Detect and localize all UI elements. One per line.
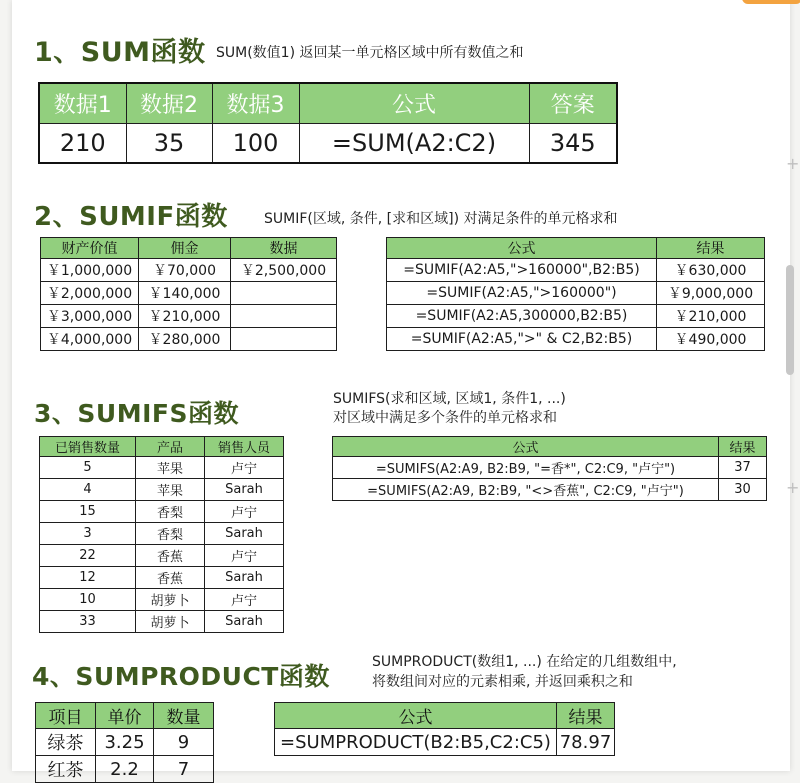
table-row <box>39 124 617 164</box>
table-cell: 15 <box>40 501 136 523</box>
table-cell: 卢宁 <box>205 501 284 523</box>
table-row <box>40 611 284 633</box>
table-cell: 苹果 <box>136 457 205 479</box>
table-cell: =SUMPRODUCT(B2:B5,C2:C5) <box>275 729 557 756</box>
table-cell: =SUMIFS(A2:A9, B2:B9, "=香*", C2:C9, "卢宁") <box>333 457 719 479</box>
header-cell: 已销售数量 <box>40 437 136 457</box>
table-cell: 香蕉 <box>136 567 205 589</box>
table-cell: 9 <box>154 729 214 756</box>
header-cell: 单价 <box>96 703 154 729</box>
section-title-sumifs: 3、SUMIFS函数 <box>34 399 239 428</box>
table-cell: Sarah <box>205 611 284 633</box>
table-row <box>333 457 767 479</box>
table-row <box>40 479 284 501</box>
table-cell: 345 <box>529 124 617 164</box>
table-cell: =SUM(A2:C2) <box>299 124 529 164</box>
table-row <box>40 501 284 523</box>
table-cell: 胡萝卜 <box>136 611 205 633</box>
table-cell: ￥280,000 <box>139 328 231 351</box>
table-cell: 22 <box>40 545 136 567</box>
header-cell: 答案 <box>529 83 617 124</box>
table-cell <box>231 305 337 328</box>
table-header-row <box>40 437 284 457</box>
table-cell: 33 <box>40 611 136 633</box>
table-cell: ￥140,000 <box>139 282 231 305</box>
table-row <box>387 282 765 305</box>
table-cell: =SUMIF(A2:A5,300000,B2:B5) <box>387 305 657 328</box>
header-cell: 公式 <box>299 83 529 124</box>
table-cell: ￥2,500,000 <box>231 259 337 282</box>
section-title-sumproduct: 4、SUMPRODUCT函数 <box>32 662 330 691</box>
sumproduct-formula-table <box>274 702 615 756</box>
table-cell: 3.25 <box>96 729 154 756</box>
table-row <box>40 589 284 611</box>
header-cell: 结果 <box>719 437 767 457</box>
header-cell: 公式 <box>387 238 657 259</box>
section-title-sum: 1、SUM函数 <box>34 37 206 68</box>
header-cell: 产品 <box>136 437 205 457</box>
header-cell: 结果 <box>657 238 765 259</box>
table-cell: ￥4,000,000 <box>41 328 139 351</box>
section-desc-sumif: SUMIF(区域, 条件, [求和区域]) 对满足条件的单元格求和 <box>264 211 618 227</box>
table-header-row <box>275 703 615 729</box>
table-cell: ￥490,000 <box>657 328 765 351</box>
sumif-data-table <box>40 237 337 351</box>
table-row <box>41 259 337 282</box>
table-cell: 卢宁 <box>205 589 284 611</box>
table-cell: ￥2,000,000 <box>41 282 139 305</box>
table-cell <box>231 328 337 351</box>
table-header-row <box>36 703 214 729</box>
section-desc-sumproduct-line1: SUMPRODUCT(数组1, ...) 在给定的几组数组中, <box>372 654 677 670</box>
table-cell: ￥9,000,000 <box>657 282 765 305</box>
section-title-sumif: 2、SUMIF函数 <box>34 202 228 232</box>
table-cell: =SUMIF(A2:A5,">160000") <box>387 282 657 305</box>
header-cell: 数据 <box>231 238 337 259</box>
section-desc-sumifs-line2: 对区域中满足多个条件的单元格求和 <box>333 410 557 426</box>
vertical-scrollbar[interactable] <box>786 265 794 375</box>
table-cell: ￥210,000 <box>139 305 231 328</box>
table-cell: 苹果 <box>136 479 205 501</box>
header-cell: 数据3 <box>212 83 299 124</box>
table-cell: ￥630,000 <box>657 259 765 282</box>
table-cell: 香梨 <box>136 523 205 545</box>
sumifs-data-table <box>39 436 284 633</box>
table-cell: 3 <box>40 523 136 545</box>
table-cell: 绿茶 <box>36 729 96 756</box>
table-cell: 2.2 <box>96 756 154 783</box>
table-cell: 100 <box>212 124 299 164</box>
table-row <box>387 328 765 351</box>
table-cell: Sarah <box>205 479 284 501</box>
header-cell: 佣金 <box>139 238 231 259</box>
table-row <box>40 457 284 479</box>
header-cell: 数量 <box>154 703 214 729</box>
sumifs-formula-table <box>332 436 767 501</box>
table-cell: 5 <box>40 457 136 479</box>
plus-icon: + <box>786 478 800 497</box>
table-cell: 香梨 <box>136 501 205 523</box>
table-header-row <box>387 238 765 259</box>
table-cell: 12 <box>40 567 136 589</box>
table-cell: 红茶 <box>36 756 96 783</box>
table-cell: 210 <box>39 124 126 164</box>
table-row <box>40 567 284 589</box>
table-cell: 35 <box>126 124 212 164</box>
plus-icon: + <box>786 154 800 173</box>
table-cell: 香蕉 <box>136 545 205 567</box>
table-header-row <box>39 83 617 124</box>
top-tab-decoration <box>742 0 800 4</box>
table-cell: 卢宁 <box>205 457 284 479</box>
table-row <box>36 756 214 783</box>
table-row <box>41 328 337 351</box>
table-cell: ￥1,000,000 <box>41 259 139 282</box>
table-cell: 卢宁 <box>205 545 284 567</box>
header-cell: 销售人员 <box>205 437 284 457</box>
table-cell <box>231 282 337 305</box>
table-cell: 30 <box>719 479 767 501</box>
header-cell: 数据2 <box>126 83 212 124</box>
table-row <box>333 479 767 501</box>
table-row <box>40 545 284 567</box>
table-row <box>275 729 615 756</box>
table-cell: Sarah <box>205 523 284 545</box>
table-header-row <box>41 238 337 259</box>
header-cell: 公式 <box>333 437 719 457</box>
section-desc-sumifs-line1: SUMIFS(求和区域, 区域1, 条件1, ...) <box>333 391 566 407</box>
table-cell: ￥210,000 <box>657 305 765 328</box>
table-cell: 10 <box>40 589 136 611</box>
table-cell: Sarah <box>205 567 284 589</box>
table-row <box>36 729 214 756</box>
table-cell: 4 <box>40 479 136 501</box>
header-cell: 数据1 <box>39 83 126 124</box>
table-cell: =SUMIFS(A2:A9, B2:B9, "<>香蕉", C2:C9, "卢宁") <box>333 479 719 501</box>
table-cell: 37 <box>719 457 767 479</box>
table-header-row <box>333 437 767 457</box>
table-row <box>387 305 765 328</box>
table-cell: =SUMIF(A2:A5,">160000",B2:B5) <box>387 259 657 282</box>
sumif-formula-table <box>386 237 765 351</box>
table-cell: ￥3,000,000 <box>41 305 139 328</box>
table-cell: 78.97 <box>557 729 615 756</box>
table-row <box>41 282 337 305</box>
table-row <box>41 305 337 328</box>
section-desc-sum: SUM(数值1) 返回某一单元格区域中所有数值之和 <box>216 45 524 61</box>
table-row <box>40 523 284 545</box>
header-cell: 结果 <box>557 703 615 729</box>
section-desc-sumproduct-line2: 将数组间对应的元素相乘, 并返回乘积之和 <box>372 674 633 690</box>
table-cell: 胡萝卜 <box>136 589 205 611</box>
header-cell: 财产价值 <box>41 238 139 259</box>
header-cell: 公式 <box>275 703 557 729</box>
sum-table <box>38 82 618 164</box>
document-page <box>12 0 790 781</box>
table-cell: ￥70,000 <box>139 259 231 282</box>
table-cell: 7 <box>154 756 214 783</box>
header-cell: 项目 <box>36 703 96 729</box>
table-row <box>387 259 765 282</box>
table-cell: =SUMIF(A2:A5,">" & C2,B2:B5) <box>387 328 657 351</box>
